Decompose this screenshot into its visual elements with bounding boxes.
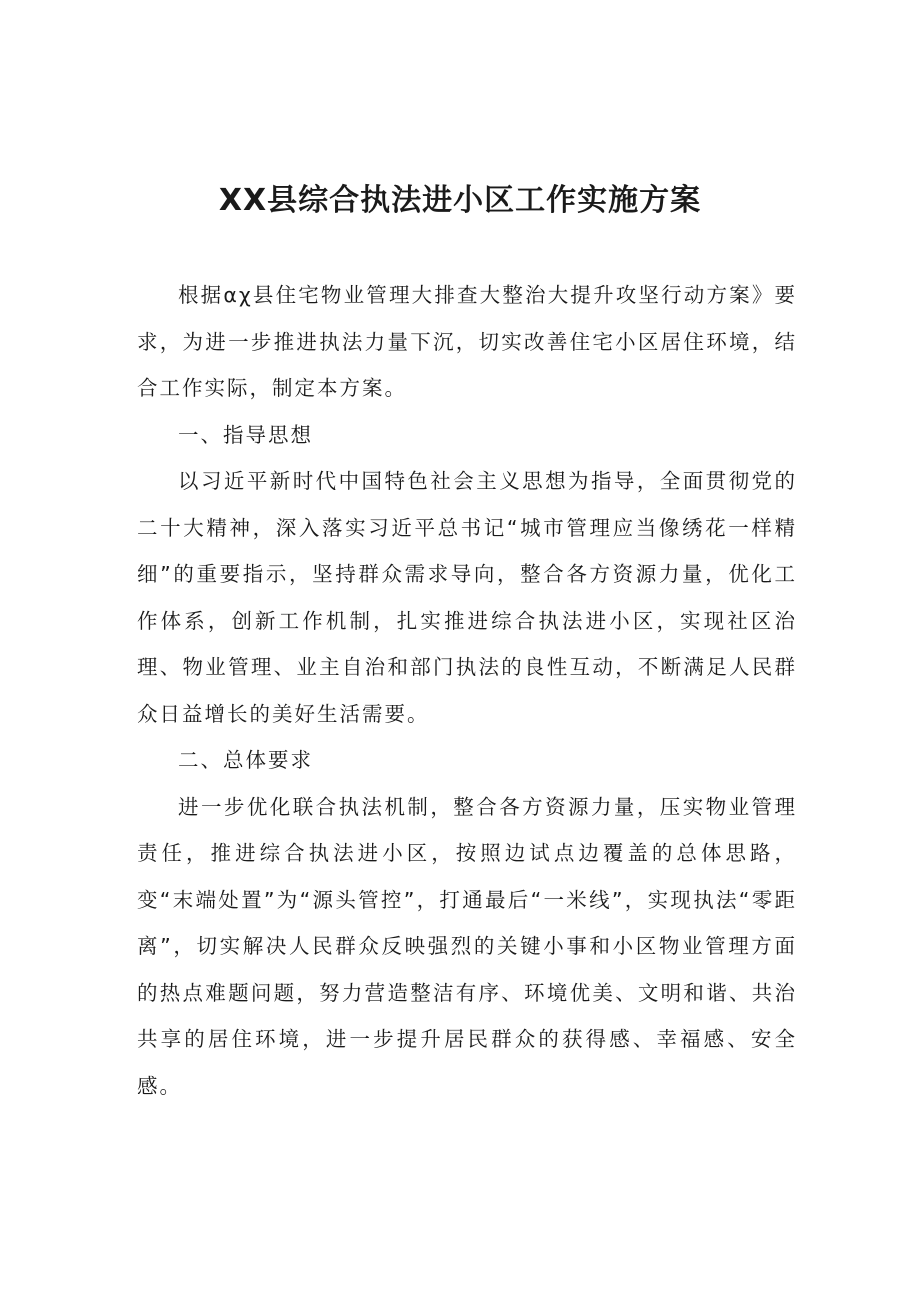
section-heading-guiding-ideology: 一、指导思想 xyxy=(178,422,313,447)
document-title: XX县综合执法进小区工作实施方案 xyxy=(218,183,702,218)
section-heading-overall-requirements: 二、总体要求 xyxy=(178,748,313,772)
document-body xyxy=(137,272,797,1109)
guiding-ideology-paragraph: 以习近平新时代中国特色社会主义思想为指导，全面贯彻党的二十大精神，深入落实习近平总书记“城市管理应当像绣花一样精细”的重要指示，坚持群众需求导向，整合各方资源力量，优化工作体系，创新工作机制，扎实推进综合执法进小区，实现社区治理、物业管理、业主自治和部门执法的良性互动，不断满足人民群众日益增长的美好生活需要。 xyxy=(137,469,797,726)
overall-requirements-paragraph: 进一步优化联合执法机制，整合各方资源力量，压实物业管理责任，推进综合执法进小区，按照边试点边覆盖的总体思路，变“末端处置”为“源头管控”，打通最后“一米线”，实现执法“零距离”，切实解决人民群众反映强烈的关键小事和小区物业管理方面的热点难题问题，努力营造整洁有序、环境优美、文明和谐、共治共享的居住环境，进一步提升居民群众的获得感、幸福感、安全感。 xyxy=(137,794,797,1098)
intro-paragraph: 根据αχ县住宅物业管理大排查大整治大提升攻坚行动方案》要求，为进一步推进执法力量下沉，切实改善住宅小区居住环境，结合工作实际，制定本方案。 xyxy=(137,283,797,400)
